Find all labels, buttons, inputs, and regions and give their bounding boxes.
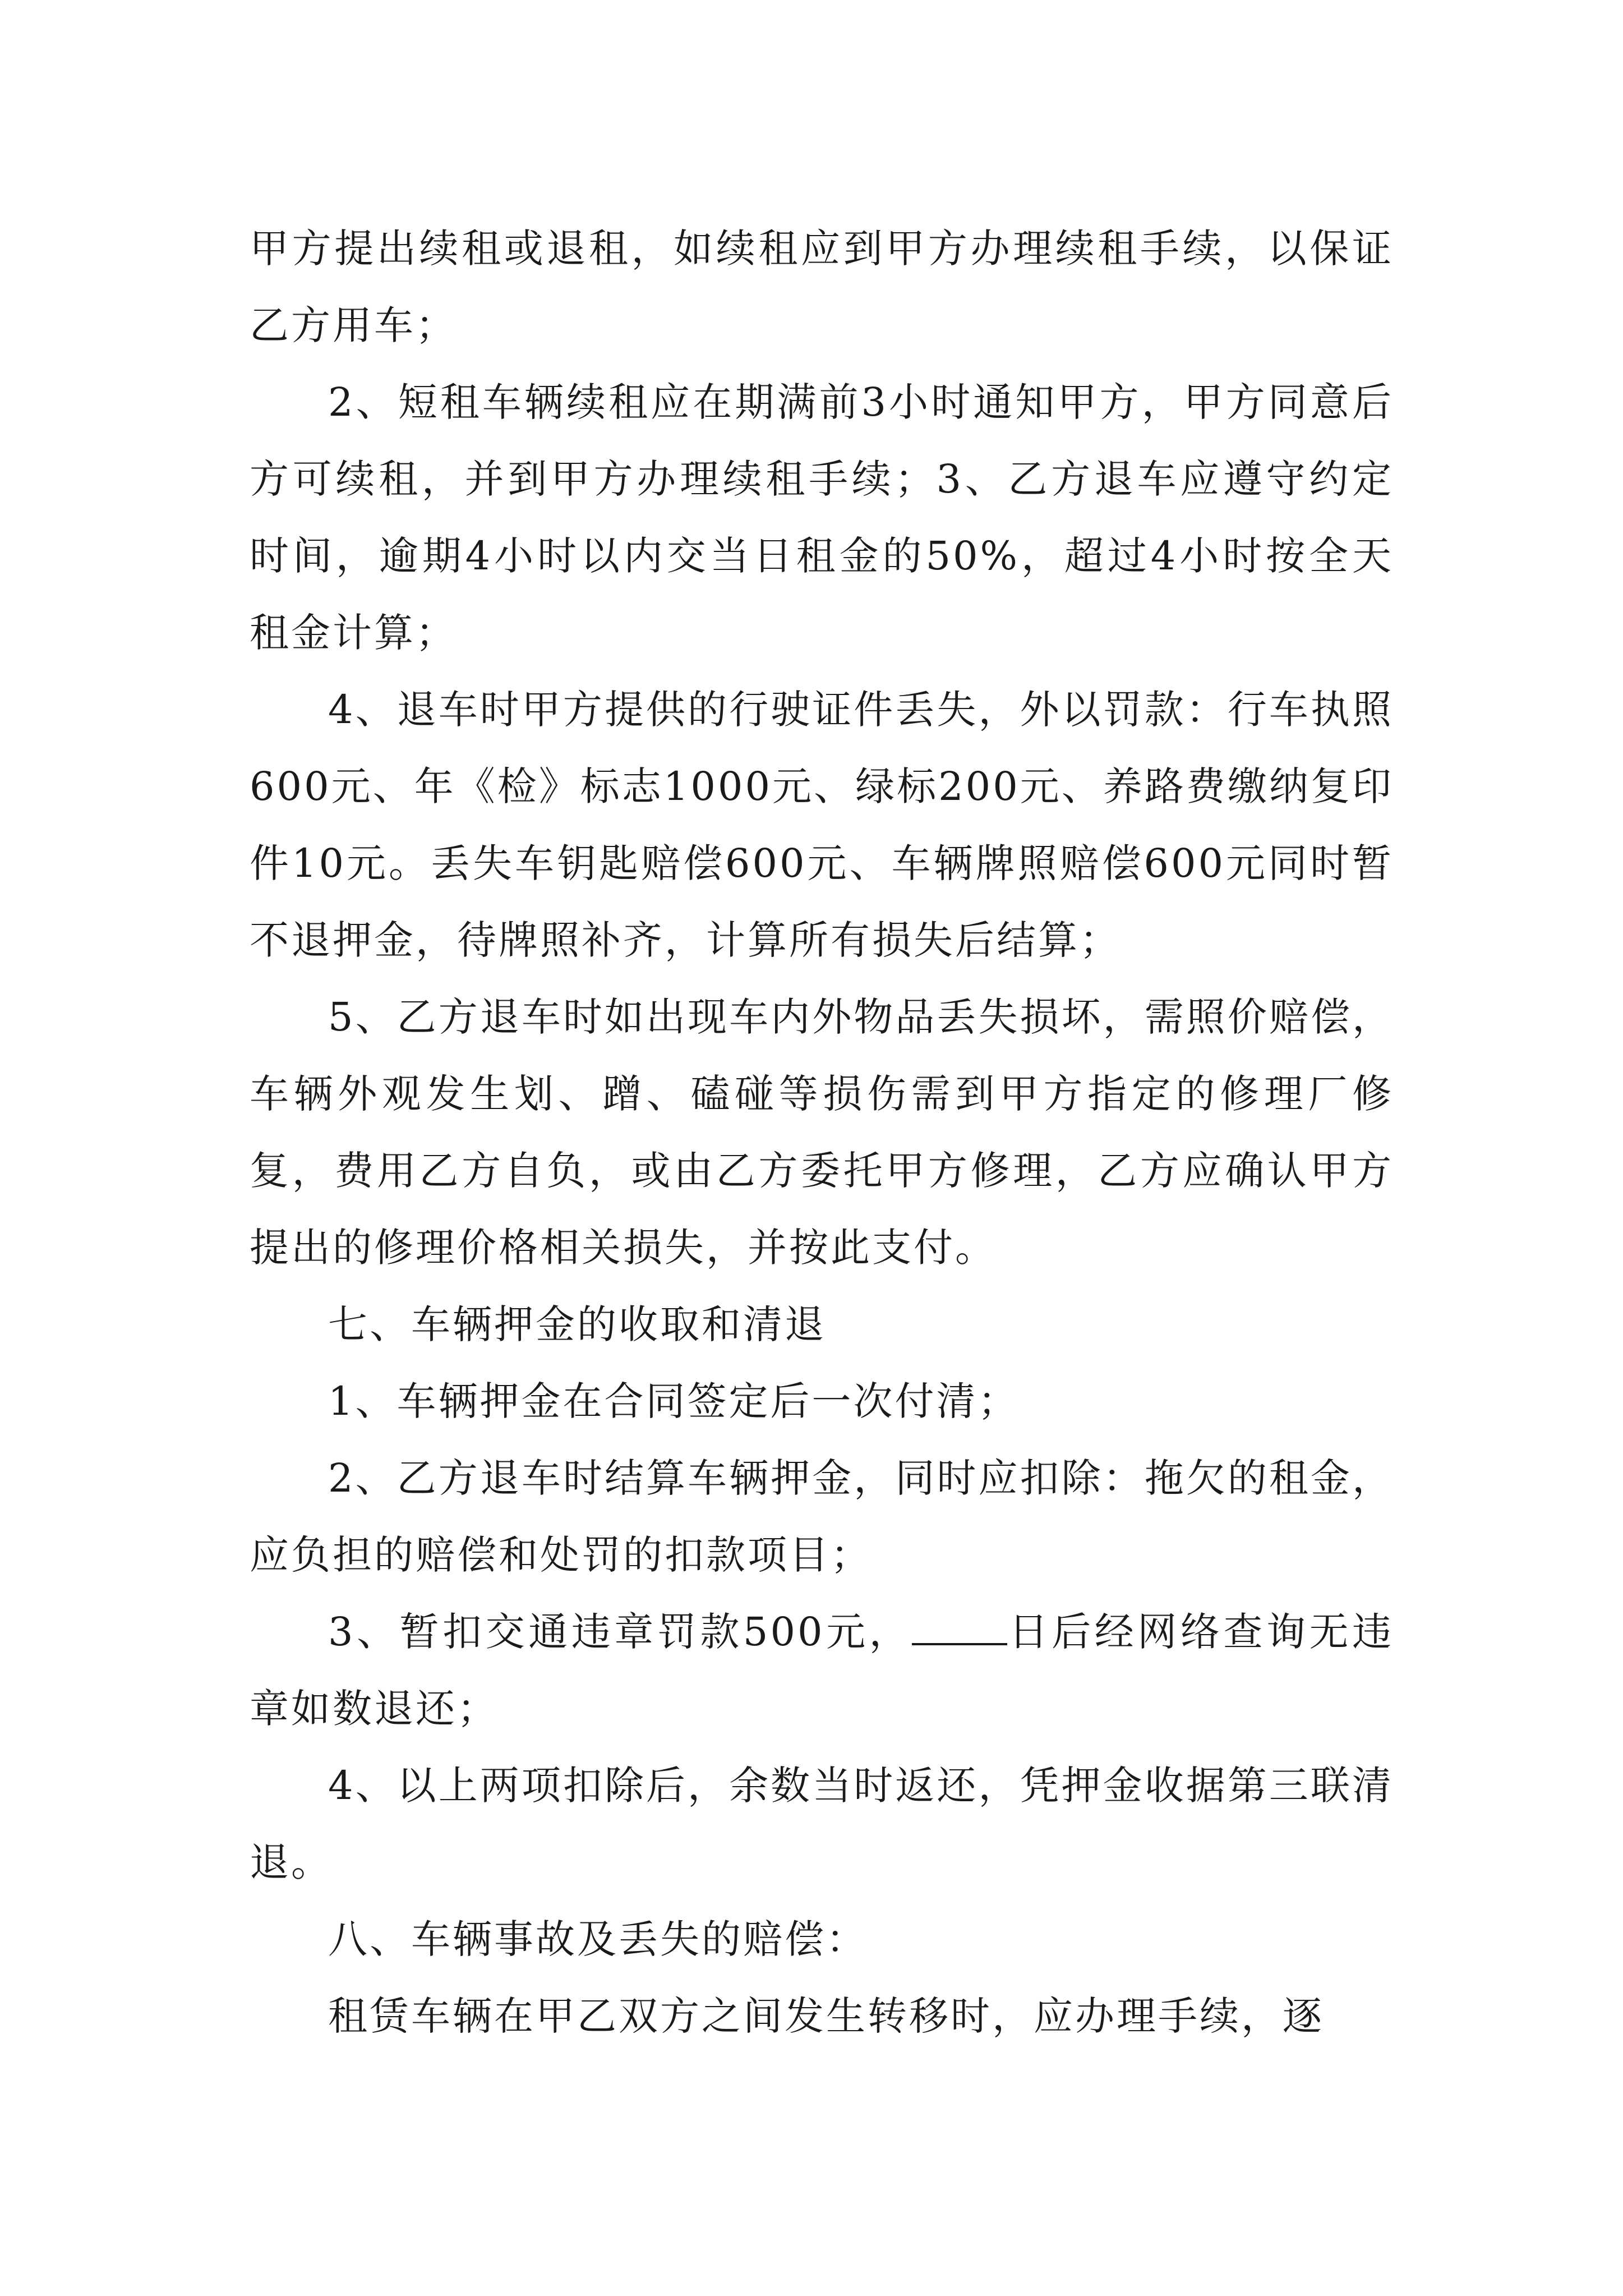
paragraph-deposit-item-3 xyxy=(250,1594,1394,1747)
document-body xyxy=(250,210,1394,2055)
section-heading-deposit: 七、车辆押金的收取和清退 xyxy=(328,1301,826,1347)
paragraph-item-4-lost-documents: 4、退车时甲方提供的行驶证件丢失，外以罚款：行车执照600元、年《检》标志1000元、绿标200元、养路费缴纳复印件10元。丢失车钥匙赔偿600元、车辆牌照赔偿600元同时暂不退押金，待牌照补齐，计算所有损失后结算； xyxy=(250,687,1394,963)
deposit-item-3-text-before-blank: 3、暂扣交通违章罚款500元， xyxy=(328,1609,912,1655)
paragraph-accident-intro: 租赁车辆在甲乙双方之间发生转移时，应办理手续，逐 xyxy=(328,1993,1324,2039)
deposit-item-3-text-after-blank: 日后经网络查询无违章如数退还； xyxy=(250,1609,1394,1732)
paragraph-deposit-item-1: 1、车辆押金在合同签定后一次付清； xyxy=(328,1378,1020,1424)
paragraph-item-5-damage-compensation: 5、乙方退车时如出现车内外物品丢失损坏，需照价赔偿，车辆外观发生划、蹭、磕碰等损伤需到甲方指定的修理厂修复，费用乙方自负，或由乙方委托甲方修理，乙方应确认甲方提出的修理价格相关损失，并按此支付。 xyxy=(250,994,1394,1271)
paragraph-item-2-short-term-renewal: 2、短租车辆续租应在期满前3小时通知甲方，甲方同意后方可续租，并到甲方办理续租手续；3、乙方退车应遵守约定时间，逾期4小时以内交当日租金的50%，超过4小时按全天租金计算； xyxy=(250,379,1394,656)
section-heading-accident-loss: 八、车辆事故及丢失的赔偿： xyxy=(328,1916,868,1962)
paragraph-deposit-item-4: 4、以上两项扣除后，余数当时返还，凭押金收据第三联清退。 xyxy=(250,1763,1394,1885)
fill-in-blank-line xyxy=(912,1612,1007,1645)
paragraph-deposit-item-2: 2、乙方退车时结算车辆押金，同时应扣除：拖欠的租金，应负担的赔偿和处罚的扣款项目； xyxy=(250,1455,1394,1578)
paragraph-renewal-continuation: 甲方提出续租或退租，如续租应到甲方办理续租手续，以保证乙方用车； xyxy=(250,226,1394,348)
